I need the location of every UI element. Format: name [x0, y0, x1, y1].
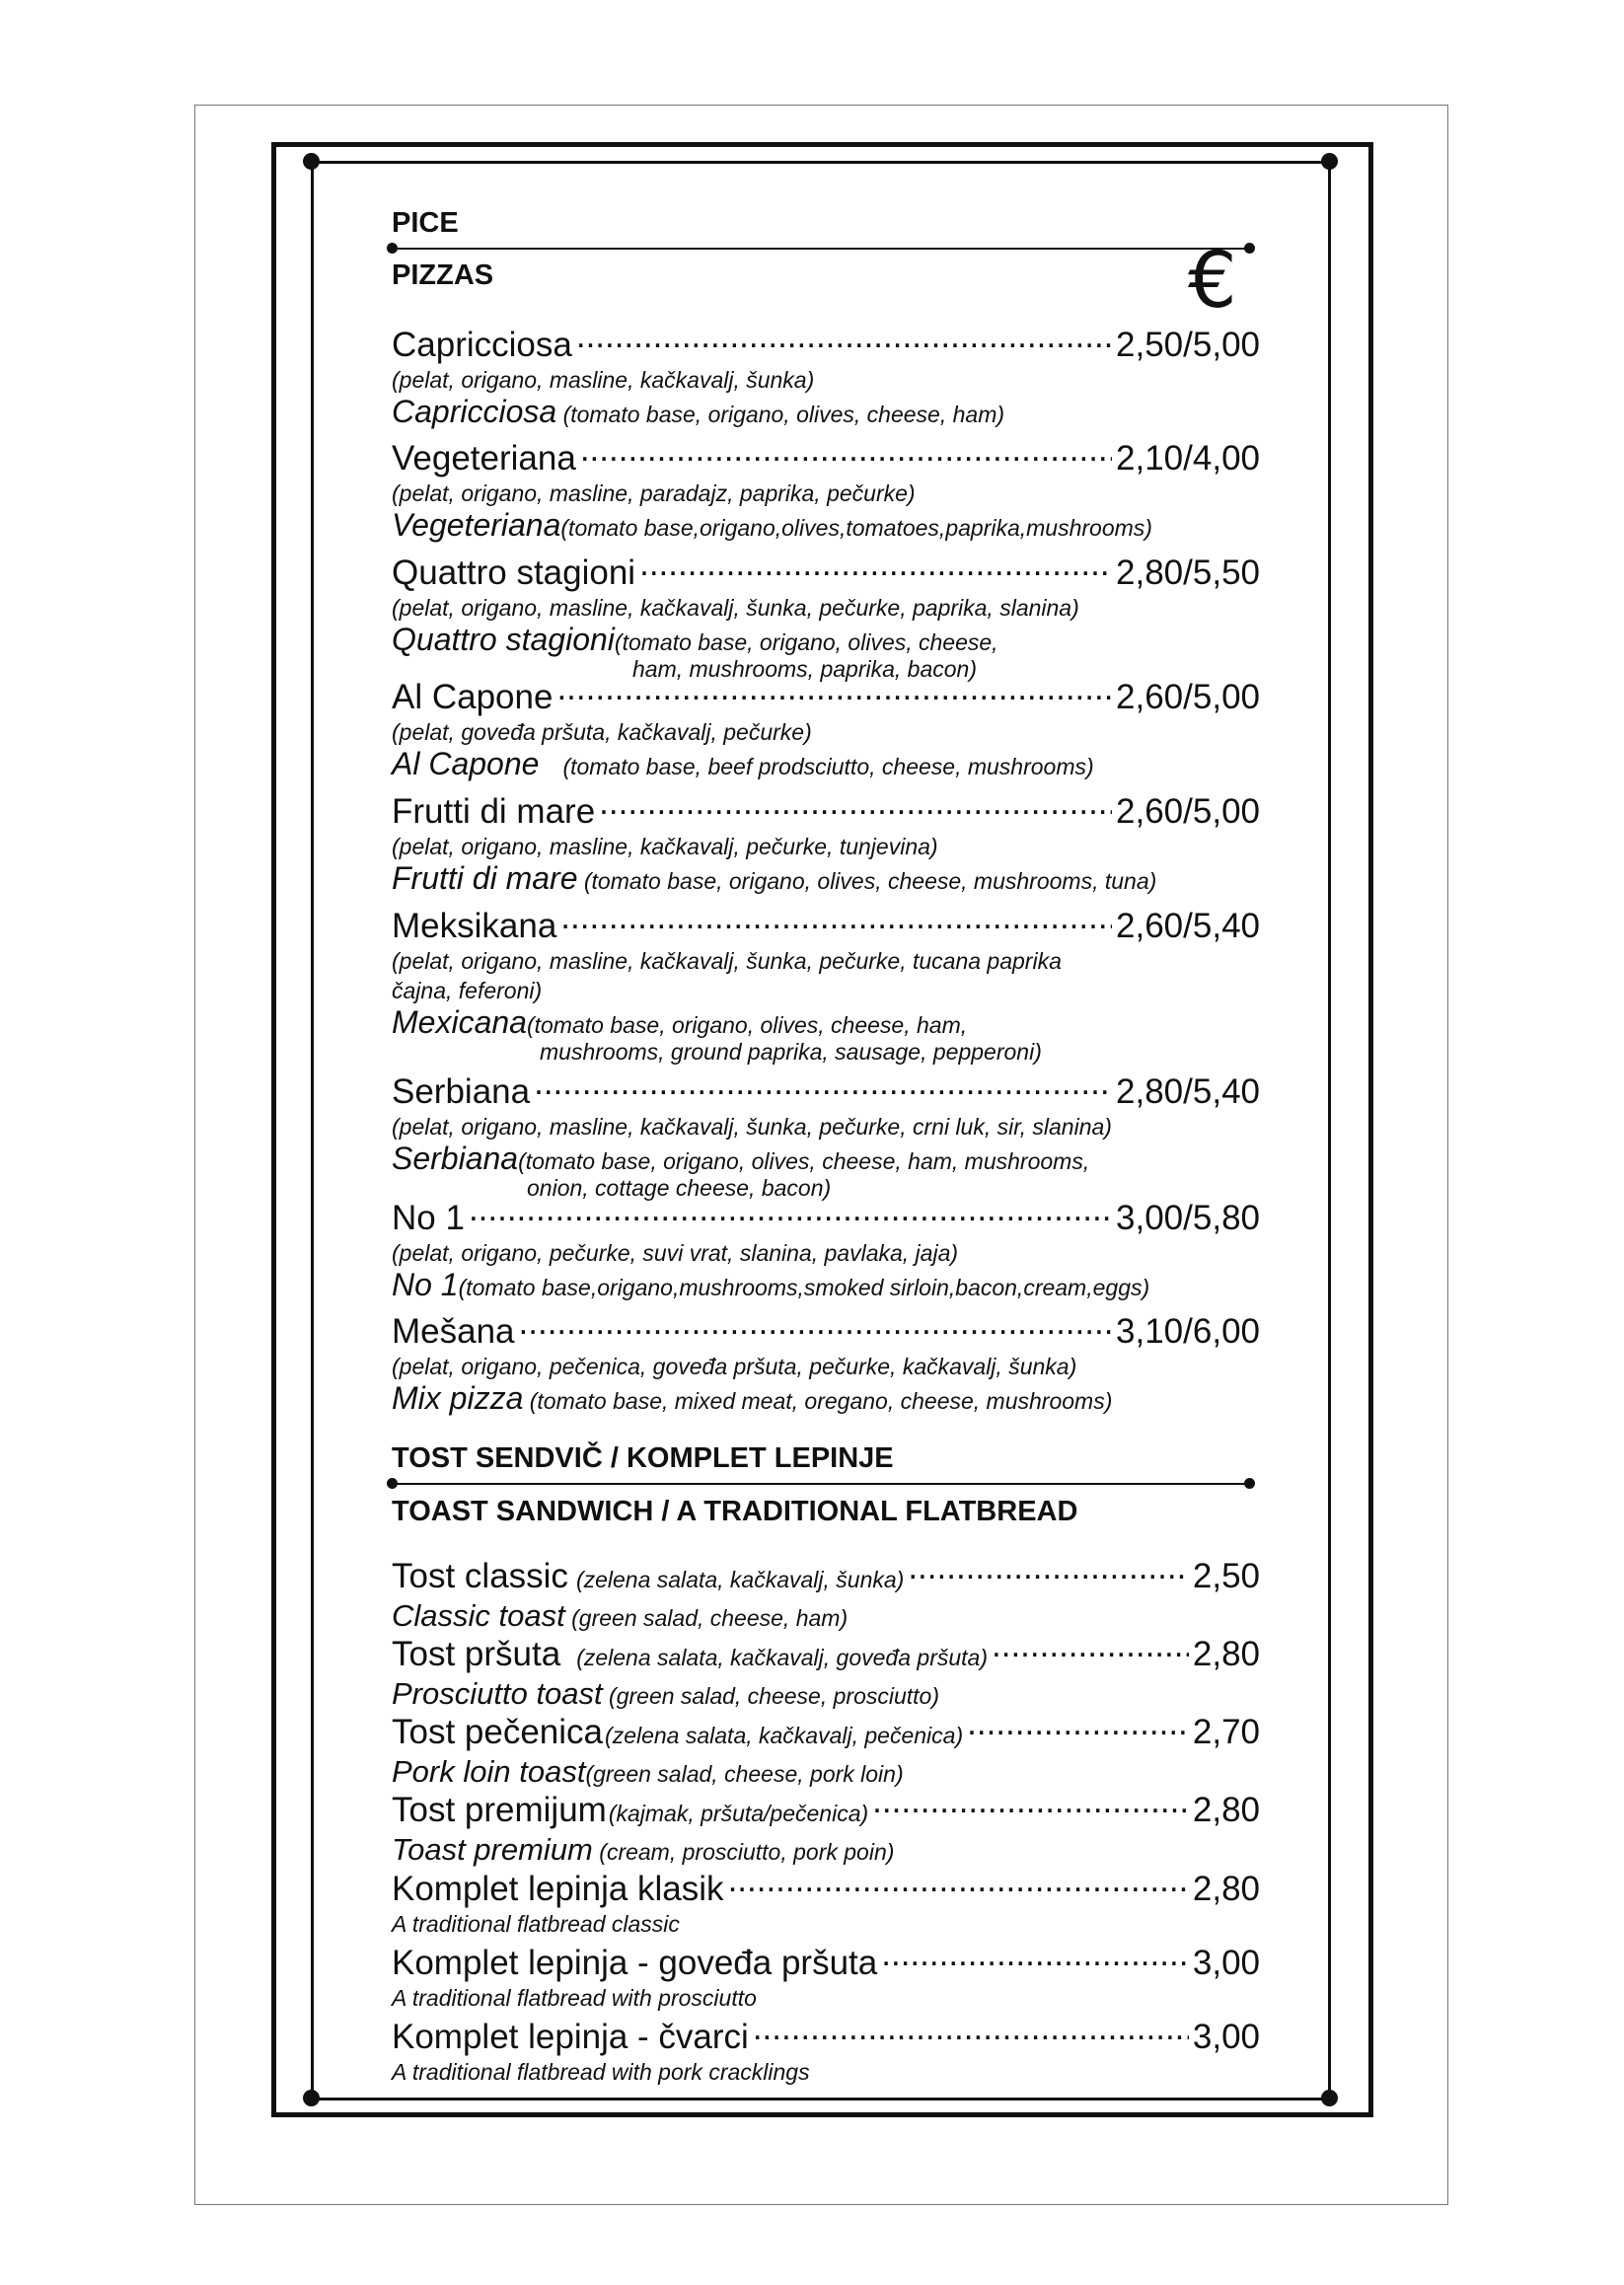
item-english: [392, 861, 1260, 898]
item-name: Quattro stagioni: [392, 553, 636, 592]
item-english: [392, 508, 1260, 545]
item-ingredients-sr: (pelat, origano, masline, kačkavalj, šunka): [392, 367, 815, 393]
menu-item-pizza: [392, 439, 1260, 545]
dot-leader: [556, 679, 1112, 708]
item-desc-en: A traditional flatbread with prosciutto: [392, 1985, 757, 2011]
item-name: Tost pršuta: [392, 1635, 561, 1673]
dot-leader: [753, 2019, 1189, 2048]
pizza-section-rule: [392, 248, 1252, 250]
inner-frame-top: [314, 161, 1330, 164]
item-price: 3,00: [1192, 1944, 1260, 1982]
item-name: Tost classic: [392, 1557, 568, 1595]
inner-frame-bottom: [314, 2098, 1330, 2101]
item-ingredients-en-cont: ham, mushrooms, paprika, bacon): [632, 656, 977, 682]
item-ingredients-sr: (pelat, origano, masline, kačkavalj, šunka, pečurke, paprika, slanina): [392, 595, 1079, 621]
item-name-en: Prosciutto toast: [392, 1676, 603, 1711]
item-desc-en: A traditional flatbread classic: [392, 1911, 680, 1937]
item-ingredients-en: (tomato base, origano, olives, cheese, ham, mushrooms,: [518, 1148, 1090, 1174]
item-ingredients-en: (tomato base, mixed meat, oregano, cheese, mushrooms): [529, 1388, 1113, 1414]
item-price: 2,50: [1192, 1557, 1260, 1595]
item-note: (zelena salata, kačkavalj, šunka): [575, 1567, 905, 1592]
item-name-en: Mix pizza: [392, 1380, 524, 1416]
corner-dot-bl: [303, 2090, 320, 2106]
item-name-en: Quattro stagioni: [392, 622, 615, 657]
item-english: [392, 747, 1260, 783]
item-ingredients-sr: (pelat, origano, masline, paradajz, paprika, pečurke): [392, 480, 916, 506]
item-name: Mešana: [392, 1312, 515, 1351]
item-name-en: No 1: [392, 1267, 459, 1302]
item-name: No 1: [392, 1199, 465, 1237]
item-desc-en: A traditional flatbread with pork cracklings: [392, 2059, 810, 2085]
item-name-en: Capricciosa: [392, 394, 557, 429]
item-note-en: (cream, prosciutto, pork poin): [599, 1839, 895, 1865]
inner-frame-left: [311, 161, 314, 2101]
item-ingredients-sr: (pelat, origano, masline, kačkavalj, šunka, pečurke, crni luk, sir, slanina): [392, 1114, 1112, 1140]
dot-leader: [967, 1714, 1189, 1743]
item-name-en: Frutti di mare: [392, 860, 578, 896]
item-ingredients-en-cont: mushrooms, ground paprika, sausage, pepperoni): [540, 1039, 1042, 1065]
pizza-section-title-en: PIZZAS: [392, 259, 494, 291]
item-ingredients-en: (tomato base, origano, olives, cheese, ham): [562, 402, 1005, 427]
item-note: (kajmak, pršuta/pečenica): [608, 1801, 869, 1826]
item-english: [392, 1677, 1260, 1713]
rule-dot-right: [1244, 243, 1255, 254]
item-english: [392, 1005, 1260, 1042]
item-price: 2,80: [1192, 1870, 1260, 1908]
item-english: [392, 623, 1260, 659]
dot-leader: [908, 1558, 1189, 1587]
dot-leader: [519, 1313, 1113, 1343]
item-english: [392, 1142, 1260, 1178]
dot-leader: [881, 1945, 1189, 1974]
item-ingredients-en: (tomato base, origano, olives, cheese, ham,: [526, 1012, 968, 1038]
menu-item-pizza: [392, 678, 1260, 783]
item-name: Tost pečenica: [392, 1713, 604, 1751]
menu-item-pizza: [392, 1199, 1260, 1304]
corner-dot-tl: [303, 153, 320, 170]
item-name: Komplet lepinja - čvarci: [392, 2018, 749, 2056]
item-ingredients-en: (tomato base,origano,mushrooms,smoked sirloin,bacon,cream,eggs): [458, 1275, 1150, 1300]
item-name-en: Al Capone: [392, 746, 540, 781]
inner-frame-right: [1328, 161, 1331, 2101]
item-name: Serbiana: [392, 1072, 531, 1111]
item-english: [392, 1381, 1260, 1418]
item-price: 3,00/5,80: [1116, 1199, 1260, 1237]
menu-item-pizza: [392, 553, 1260, 683]
item-note: (zelena salata, kačkavalj, goveđa pršuta): [576, 1645, 988, 1670]
item-ingredients-en: (tomato base, beef prodsciutto, cheese, mushrooms): [562, 754, 1094, 779]
item-ingredients-sr: (pelat, origano, masline, kačkavalj, pečurke, tunjevina): [392, 834, 938, 859]
item-name: Al Capone: [392, 678, 554, 716]
menu-item-pizza: [392, 792, 1260, 898]
item-ingredients-en: (tomato base,origano,olives,tomatoes,paprika,mushrooms): [560, 515, 1152, 541]
item-ingredients-en: (tomato base, origano, olives, cheese,: [614, 629, 998, 655]
item-name-en: Pork loin toast: [392, 1754, 586, 1789]
item-price: 2,60/5,00: [1116, 678, 1260, 716]
item-name-en: Mexicana: [392, 1004, 527, 1040]
euro-icon: €: [1188, 237, 1237, 326]
item-note-en: (green salad, cheese, prosciutto): [609, 1683, 940, 1709]
dot-leader: [469, 1200, 1112, 1229]
item-price: 2,80: [1192, 1791, 1260, 1829]
dot-leader: [599, 793, 1112, 823]
item-name: Komplet lepinja klasik: [392, 1870, 724, 1908]
menu-item-pizza: [392, 1072, 1260, 1202]
toast-section-rule: [392, 1483, 1252, 1485]
item-name: Tost premijum: [392, 1791, 607, 1829]
menu-item-toast: [392, 1713, 1260, 1791]
item-price: 3,10/6,00: [1116, 1312, 1260, 1351]
item-price: 2,80/5,50: [1116, 553, 1260, 592]
item-name: Komplet lepinja - goveđa pršuta: [392, 1944, 878, 1982]
item-english: [392, 1755, 1260, 1791]
menu-item-pizza: [392, 1312, 1260, 1418]
item-name-en: Classic toast: [392, 1598, 565, 1633]
menu-item-pizza: [392, 907, 1260, 1066]
dot-leader: [534, 1073, 1112, 1103]
item-english: [392, 395, 1260, 431]
item-ingredients-sr-cont: čajna, feferoni): [392, 978, 543, 1003]
menu-item-pizza: [392, 326, 1260, 431]
pizza-section-title-sr: PICE: [392, 207, 459, 239]
item-name-en: Toast premium: [392, 1832, 593, 1867]
item-note: (zelena salata, kačkavalj, pečenica): [605, 1723, 964, 1748]
item-price: 2,10/4,00: [1116, 439, 1260, 478]
item-ingredients-en: (tomato base, origano, olives, cheese, mushrooms, tuna): [583, 868, 1157, 894]
toast-section-title-sr: TOST SENDVIČ / KOMPLET LEPINJE: [392, 1442, 894, 1474]
item-english: [392, 1599, 1260, 1635]
item-note-en: (green salad, cheese, ham): [571, 1605, 849, 1631]
item-note-en: (green salad, cheese, pork loin): [585, 1761, 904, 1787]
item-english: [392, 1268, 1260, 1304]
dot-leader: [992, 1636, 1189, 1665]
dot-leader: [580, 440, 1112, 470]
item-price: 2,80: [1192, 1635, 1260, 1673]
item-ingredients-sr: (pelat, goveđa pršuta, kačkavalj, pečurke): [392, 719, 812, 745]
item-name-en: Serbiana: [392, 1141, 519, 1176]
item-name: Meksikana: [392, 907, 557, 945]
menu-item-toast: [392, 1635, 1260, 1713]
item-ingredients-en-cont: onion, cottage cheese, bacon): [527, 1175, 832, 1201]
item-ingredients-sr: (pelat, origano, pečurke, suvi vrat, slanina, pavlaka, jaja): [392, 1240, 959, 1266]
menu-item-toast: [392, 1557, 1260, 1635]
item-name: Vegeteriana: [392, 439, 576, 478]
item-price: 2,70: [1192, 1713, 1260, 1751]
item-ingredients-sr: (pelat, origano, pečenica, goveđa pršuta, pečurke, kačkavalj, šunka): [392, 1354, 1077, 1379]
corner-dot-tr: [1321, 153, 1338, 170]
dot-leader: [576, 327, 1112, 356]
toast-section-title-en: TOAST SANDWICH / A TRADITIONAL FLATBREAD: [392, 1496, 1078, 1527]
dot-leader: [728, 1871, 1189, 1900]
item-price: 3,00: [1192, 2018, 1260, 2056]
menu-item-flatbread: [392, 1870, 1260, 1939]
dot-leader: [639, 554, 1112, 584]
item-price: 2,80/5,40: [1116, 1072, 1260, 1111]
item-price: 2,60/5,00: [1116, 792, 1260, 831]
item-english: [392, 1833, 1260, 1869]
corner-dot-br: [1321, 2090, 1338, 2106]
menu-item-toast: [392, 1791, 1260, 1869]
dot-leader: [872, 1792, 1189, 1821]
item-price: 2,50/5,00: [1116, 326, 1260, 364]
item-name: Frutti di mare: [392, 792, 596, 831]
menu-item-flatbread: [392, 1944, 1260, 2013]
item-name: Capricciosa: [392, 326, 572, 364]
item-ingredients-sr: (pelat, origano, masline, kačkavalj, šunka, pečurke, tucana paprika: [392, 948, 1062, 974]
item-name-en: Vegeteriana: [392, 507, 561, 543]
rule-dot-right: [1244, 1478, 1255, 1489]
item-price: 2,60/5,40: [1116, 907, 1260, 945]
menu-item-flatbread: [392, 2018, 1260, 2087]
dot-leader: [560, 908, 1112, 937]
